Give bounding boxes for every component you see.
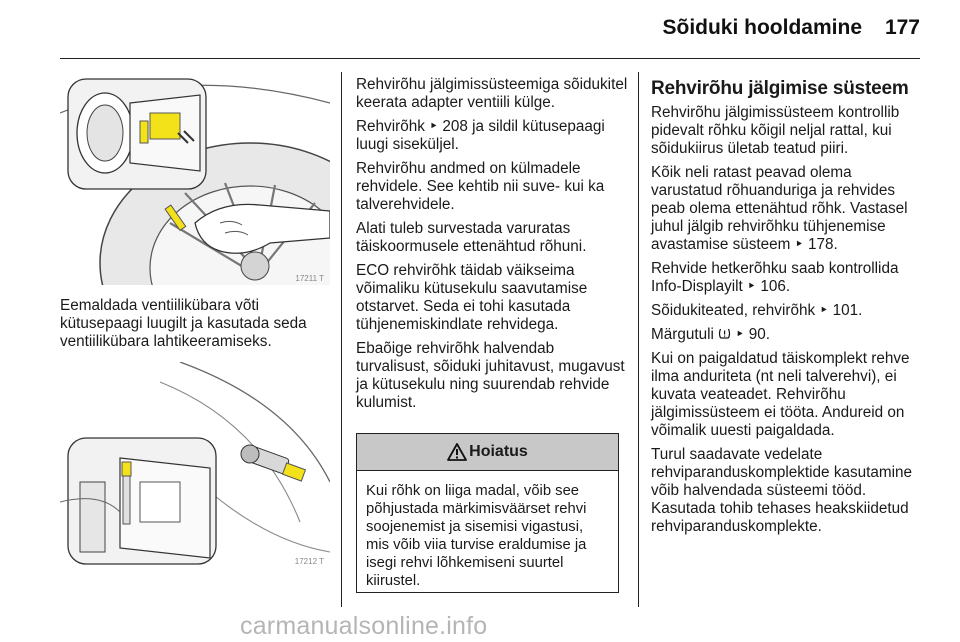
- column-divider-1: [341, 72, 342, 607]
- header-divider: [60, 58, 920, 59]
- indicator-page-ref: ‣ 90.: [735, 326, 770, 343]
- tire-pressure-warning-icon: [718, 327, 731, 340]
- paragraph-tyre-pressure-ref: Rehvirõhk ‣ 208 ja sildil kütusepaagi luugi siseküljel.: [356, 118, 605, 153]
- paragraph-eco-pressure: ECO rehvirõhk täidab väikseima võimaliku kütusekulu saavutamise otstarvet. Seda ei tohi kasutada tühjenemiskindlate rehvidega.: [356, 262, 588, 333]
- paragraph-no-sensors: Kui on paigaldatud täiskomplekt rehve ilma anduriteta (nt neli talverehvi), ei kuvata veateadet. Rehvirõhu jälgimissüsteem ei tööta. Andureid on võimalik uuesti paigaldada.: [651, 350, 910, 439]
- paragraph-vehicle-messages: Sõidukiteated, rehvirõhk ‣ 101.: [651, 302, 863, 319]
- paragraph-adapter: Rehvirõhu jälgimissüsteemiga sõidukitel keerata adapter ventiili külge.: [356, 76, 628, 111]
- page-number: 177: [884, 16, 920, 39]
- paragraph-incorrect-pressure: Ebaõige rehvirõhk halvendab turvalisust, sõiduki juhitavust, mugavust ja kütusekulu ning suurendab rehvide kulumist.: [356, 340, 625, 411]
- column-1-caption: [60, 297, 332, 357]
- warning-triangle-icon: [447, 443, 467, 461]
- paragraph-tpms-intro: Rehvirõhu jälgimissüsteem kontrollib pidevalt rõhku kõigil neljal rattal, kui sõidukiirus ületab teatud piiri.: [651, 104, 900, 157]
- paragraph-info-display: Rehvide hetkerõhku saab kontrollida Info-Displayilt ‣ 106.: [651, 260, 899, 295]
- figure-code: 17211 T: [295, 274, 324, 283]
- warning-title: Hoiatus: [469, 443, 528, 460]
- figure-caption: Eemaldada ventiilikübara võti kütusepaagi luugilt ja kasutada seda ventiilikübara lahtikeeramiseks.: [60, 297, 307, 350]
- paragraph-indicator-light: [651, 326, 923, 344]
- column-divider-2: [638, 72, 639, 607]
- paragraph-sensors-required: Kõik neli ratast peavad olema varustatud rõhuanduriga ja rehvides peab olema ettenähtud rõhk. Vastasel juhul jälgib rehvirõhku tühjenemise avastamise süsteem ‣ 178.: [651, 164, 908, 253]
- figure-code: 17212 T: [294, 557, 324, 566]
- warning-text: Kui rõhk on liiga madal, võib see põhjustada märkimisväärset rehvi soojenemist ja sisemisi vigastusi, mis võib viia turvise eraldumise ja isegi rehvi lõhkemiseni suurtel kiirustel.: [366, 483, 587, 589]
- paragraph-cold-tyres: Rehvirõhu andmed on külmadele rehvidele. See kehtib nii suve- kui ka talverehvidele.: [356, 160, 605, 213]
- paragraph-spare-wheel: Alati tuleb survestada varuratas täiskoormusele ettenähtud rõhuni.: [356, 220, 587, 255]
- indicator-label: Märgutuli: [651, 326, 714, 343]
- figure-valve-key-removal: [60, 73, 330, 285]
- warning-box: [356, 433, 619, 593]
- illustration-fuel-door-wheel: [60, 73, 330, 285]
- illustration-adapter-on-valve: [60, 362, 330, 568]
- page-header-title: Sõiduki hooldamine: [662, 16, 862, 39]
- warning-header: [357, 434, 618, 471]
- watermark-text: carmanualsonline.info: [240, 612, 488, 640]
- column-3-text: [651, 78, 923, 542]
- section-heading: Rehvirõhu jälgimise süsteem: [651, 78, 909, 99]
- figure-adapter-valve: [60, 362, 330, 568]
- column-2-text: [356, 76, 628, 418]
- paragraph-repair-kits: Turul saadavate vedelate rehviparanduskomplektide kasutamine võib halvendada süsteemi tööd. Kasutada tohib tehases heakskiidetud rehviparanduskomplekte.: [651, 446, 913, 535]
